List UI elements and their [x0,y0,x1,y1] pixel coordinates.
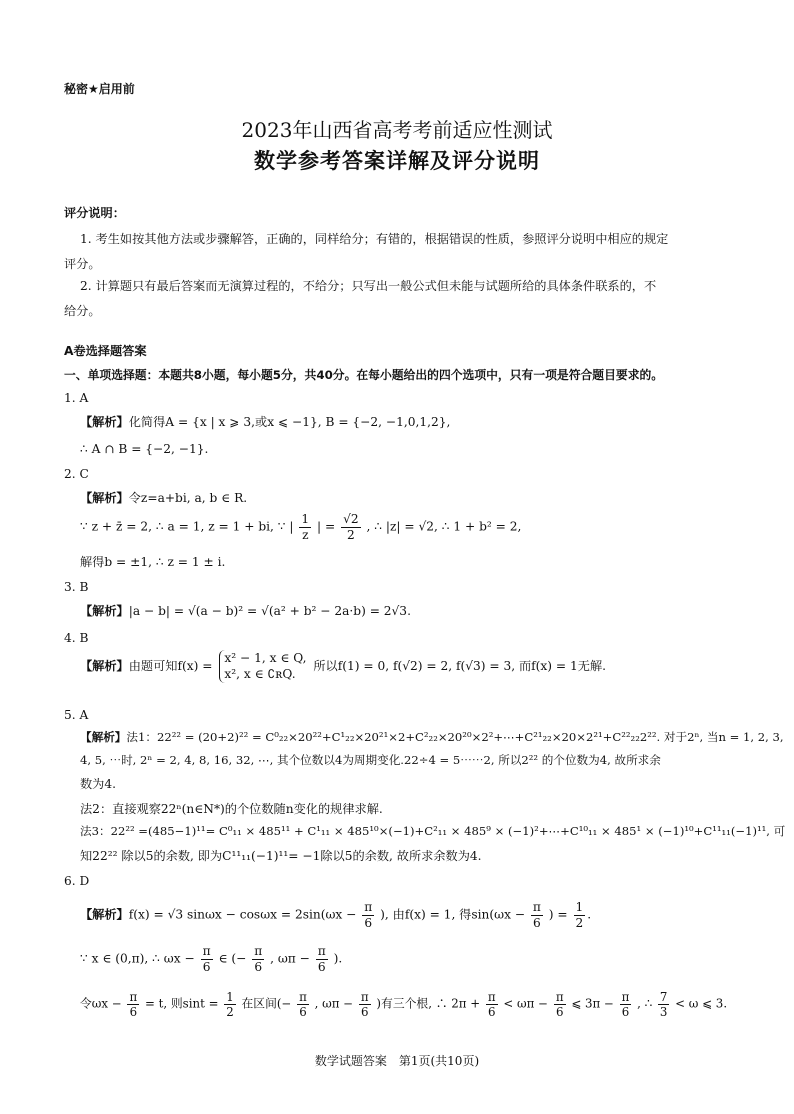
q6-answer: 6. D [64,874,90,888]
grading-rule-2b: 给分。 [64,304,101,318]
page-footer: 数学试题答案 第1页(共10页) [314,1054,480,1068]
q2-derivation: ∵ z + z̄ = 2, ∴ a = 1, z = 1 + bi, ∵ | $\frac{1}{z}$ | = $\frac{√2}{2}$ , ∴ |z| = √2, ∴ 1 + b² = 2, [80,512,522,542]
fraction: $\frac{√2}{2}$ [343,512,359,542]
analysis-tag: 【解析】 [80,415,129,429]
document-title: 数学参考答案详解及评分说明 [254,149,540,173]
q4-answer: 4. B [64,631,89,645]
q2-answer: 2. C [64,467,89,481]
q4-analysis: 【解析】由题可知f(x) = x² − 1, x ∈ Q, x², x ∈ ∁ʀQ. 所以f(1) = 0, f(√2) = 2, f(√3) = 3, 而f(x) = 1无解. [80,651,607,682]
q1-conclusion: ∴ A ∩ B = {−2, −1}. [80,442,209,456]
q5-method1-line1: 【解析】法1：22²² = (20+2)²² = C⁰₂₂×20²²+C¹₂₂×20²¹×2+C²₂₂×20²⁰×2²+⋯+C²¹₂₂×20×2²¹+C²²₂₂2²². 对于2ⁿ, 当n = 1, 2, 3, [80,730,784,744]
grading-heading: 评分说明： [64,206,125,220]
exam-title: 2023年山西省高考考前适应性测试 [241,118,553,142]
q5-answer: 5. A [64,708,89,722]
q5-method1-line3: 数为4. [80,777,117,791]
q6-conclusion: 令ωx − $\frac{\pi}{6}$ = t, 则sint = $\frac{1}{2}$ 在区间(− $\frac{\pi}{6}$ , ωπ − $\frac{\pi}{6}$ )有三个根, ∴ 2π + $\frac{\pi}{6}$ < ωπ − $\frac{\pi}{6}$ ⩽ 3π − $\frac{\pi}{6}$ , ∴ $\frac{7}{3}$ < ω ⩽ 3. [80,990,728,1020]
section-a-intro: 一、单项选择题：本题共8小题，每小题5分，共40分。在每小题给出的四个选项中，只有一项是符合题目要求的。 [64,368,664,382]
q5-method2: 法2：直接观察22ⁿ(n∈N*)的个位数随n变化的规律求解. [80,802,383,816]
section-a-title: A卷选择题答案 [64,344,147,358]
q3-answer: 3. B [64,580,89,594]
grading-rule-1b: 评分。 [64,257,101,271]
q1-analysis: 【解析】化简得A = {x | x ⩾ 3,或x ⩽ −1}, B = {−2, −1,0,1,2}, [80,415,451,429]
q3-analysis: 【解析】|a − b| = √(a − b)² = √(a² + b² − 2a·b) = 2√3. [80,604,411,618]
q5-method3-line2: 知22²² 除以5的余数, 即为C¹¹₁₁(−1)¹¹= −1除以5的余数, 故所求余数为4. [80,849,482,863]
q2-analysis: 【解析】令z=a+bi, a, b ∈ R. [80,491,248,505]
confidential-label: 秘密★启用前 [64,82,135,96]
q6-analysis: 【解析】f(x) = √3 sinωx − cosωx = 2sin(ωx − $\frac{\pi}{6}$ ), 由f(x) = 1, 得sin(ωx − $\frac{\pi}{6}$ ) = $\frac{1}{2}$ . [80,900,592,930]
q5-method3-line1: 法3：22²² =(485−1)¹¹= C⁰₁₁ × 485¹¹ + C¹₁₁ × 485¹⁰×(−1)+C²₁₁ × 485⁹ × (−1)²+⋯+C¹⁰₁₁ × 485¹ × (−1)¹⁰+C¹¹₁₁(−1)¹¹, 可 [80,824,786,838]
grading-rule-1a: 1. 考生如按其他方法或步骤解答，正确的，同样给分；有错的，根据错误的性质，参照评分说明中相应的规定 [80,232,669,246]
q2-conclusion: 解得b = ±1, ∴ z = 1 ± i. [80,555,226,569]
q1-answer: 1. A [64,391,89,405]
q5-method1-line2: 4, 5, ⋯时, 2ⁿ = 2, 4, 8, 16, 32, ⋯, 其个位数以4为周期变化.22÷4 = 5⋯⋯2, 所以2²² 的个位数为4, 故所求余 [80,753,661,767]
grading-rule-2a: 2. 计算题只有最后答案而无演算过程的，不给分；只写出一般公式但未能与试题所给的具体条件联系的，不 [80,279,657,293]
fraction: $\frac{1}{z}$ [301,512,310,542]
q6-range: ∵ x ∈ (0,π), ∴ ωx − $\frac{\pi}{6}$ ∈ (− $\frac{\pi}{6}$ , ωπ − $\frac{\pi}{6}$ ). [80,944,343,974]
piecewise-function: x² − 1, x ∈ Q, x², x ∈ ∁ʀQ. [219,650,306,683]
